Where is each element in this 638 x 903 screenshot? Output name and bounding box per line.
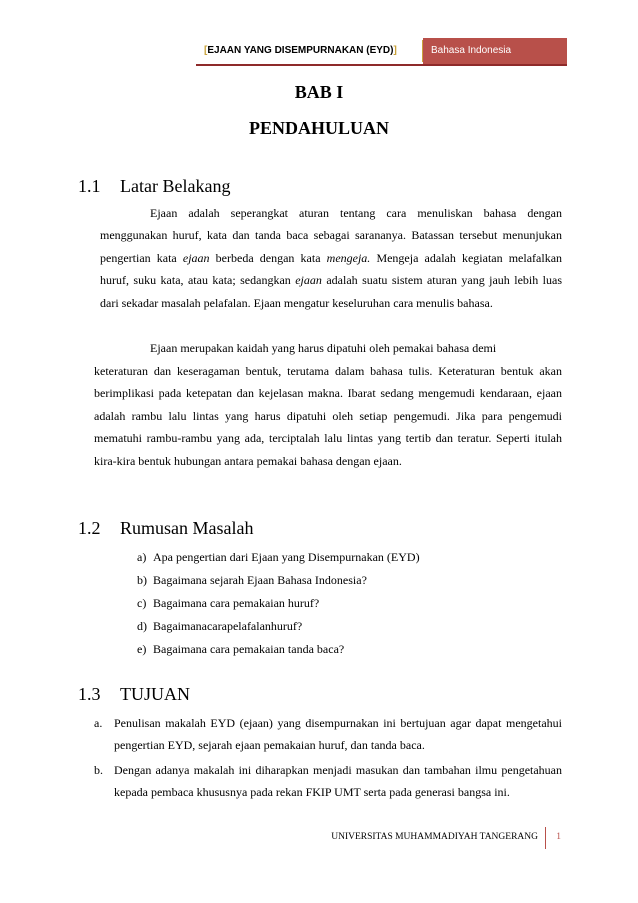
tujuan-list — [94, 712, 562, 806]
section-number: 1.2 — [78, 518, 101, 538]
list-text: Bagaimanacarapelafalanhuruf? — [153, 619, 303, 633]
header-title — [204, 45, 397, 56]
section-heading-tujuan — [78, 684, 190, 705]
list-item — [94, 712, 562, 757]
list-letter: e) — [137, 642, 147, 656]
paragraph-text: Ejaan adalah seperangkat aturan tentang cara menuliskan bahasa dengan menggunakan huruf, kata dan tanda baca sebagai sarananya. Batassan tersebut menunjukan pengertian kata — [100, 206, 562, 265]
section-number: 1.1 — [78, 176, 101, 196]
header-bracket-close: ] — [393, 45, 397, 56]
page-number: 1 — [556, 832, 561, 842]
paragraph-emphasis: ejaan — [295, 273, 322, 288]
chapter-title: PENDAHULUAN — [248, 118, 389, 138]
paragraph-latar-2-rest — [94, 360, 562, 472]
footer-university: UNIVERSITAS MUHAMMADIYAH TANGERANG — [331, 832, 538, 842]
list-letter: a. — [94, 716, 103, 730]
rumusan-list — [137, 549, 420, 664]
list-text: Penulisan makalah EYD (ejaan) yang disempurnakan ini bertujuan agar dapat mengetahui pengertian EYD, sejarah ejaan pemakaian huruf, dan tanda baca. — [114, 716, 562, 753]
section-title: TUJUAN — [120, 684, 190, 704]
paragraph-text: berbeda dengan kata — [215, 250, 321, 265]
list-text: Apa pengertian dari Ejaan yang Disempurnakan (EYD) — [153, 550, 420, 564]
paragraph-emphasis: ejaan — [182, 250, 210, 265]
page-footer — [306, 827, 566, 849]
section-heading-latar — [78, 176, 230, 197]
list-text: Bagaimana sejarah Ejaan Bahasa Indonesia? — [153, 573, 367, 587]
paragraph-text: adalah suatu sistem aturan yang jauh lebih luas dari sekadar masalah pelafalan. Ejaan mengatur keseluruhan cara menulis bahasa. — [100, 273, 563, 310]
section-title: Latar Belakang — [120, 176, 231, 196]
chapter-number: BAB I — [294, 82, 344, 102]
list-letter: a) — [137, 550, 147, 564]
list-text: Bagaimana cara pemakaian tanda baca? — [153, 642, 345, 656]
list-item — [137, 572, 420, 595]
list-item — [94, 759, 562, 804]
paragraph-text: Mengeja adalah kegiatan melafalkan huruf, suku kata, atau kata; sedangkan — [100, 250, 563, 288]
page-header — [196, 38, 567, 66]
paragraph-text: keteraturan dan keseragaman bentuk, terutama dalam bahasa tulis. Keteraturan bentuk akan berimplikasi pada ketepatan dan kejelasan makna. Ibarat sedang mengemudi kendaraan, ejaan adalah rambu lalu lintas yang harus dipatuhi oleh setiap pengemudi. Jika para pengemudi mematuhi rambu-rambu yang ada, terciptalah lalu lintas yang tertib dan teratur. Seperti itulah kira-kira bentuk hubungan antara pemakai bahasa dengan ejaan. — [94, 364, 562, 468]
list-text: Bagaimana cara pemakaian huruf? — [153, 596, 320, 610]
list-letter: c) — [137, 596, 147, 610]
list-item — [137, 595, 420, 618]
list-text: Dengan adanya makalah ini diharapkan menjadi masukan dan tambahan ilmu pengetahuan kepada pembaca khususnya pada rekan FKIP UMT serta pada generasi bangsa ini. — [114, 762, 562, 800]
section-heading-rumusan — [78, 518, 253, 539]
header-title-text: EJAAN YANG DISEMPURNAKAN (EYD) — [207, 45, 394, 56]
section-number: 1.3 — [78, 684, 101, 704]
header-bracket-open: [ — [204, 45, 208, 56]
footer-separator — [545, 827, 546, 849]
list-item — [137, 549, 420, 572]
paragraph-latar-2-first — [100, 337, 562, 359]
paragraph-emphasis: mengeja. — [326, 250, 371, 265]
list-letter: d) — [137, 619, 147, 633]
paragraph-text: Ejaan merupakan kaidah yang harus dipatuhi oleh pemakai bahasa demi — [150, 341, 497, 355]
section-title: Rumusan Masalah — [120, 518, 254, 538]
paragraph-latar-1 — [100, 202, 562, 314]
list-item — [137, 618, 420, 641]
header-subject: Bahasa Indonesia — [423, 38, 567, 64]
list-letter: b. — [94, 762, 103, 777]
list-item — [137, 641, 420, 664]
list-letter: b) — [137, 573, 147, 587]
